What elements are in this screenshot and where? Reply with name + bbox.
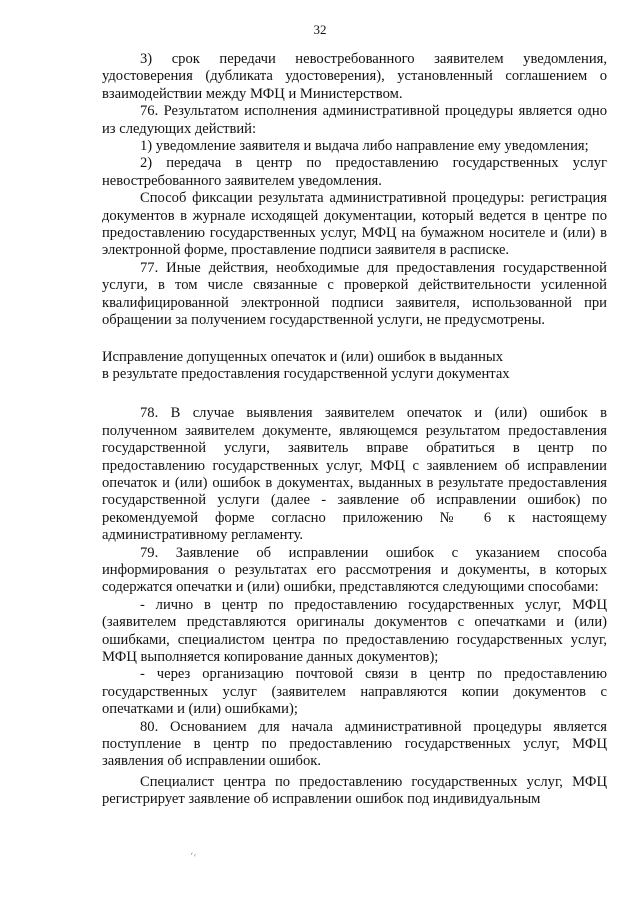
page-number: 32 [313,22,327,37]
paragraph-77: 77. Иные действия, необходимые для предоставления государственной услуги, в том числе связанные с проверкой действительности усиленной квалифицированной электронной подписи заявителя, использованной при обращении за получением государственной услуги, не предусмотрены. [102,259,607,329]
paragraph-79: 79. Заявление об исправлении ошибок с указанием способа информирования о результатах его рассмотрения и документы, в которых содержатся опечатки и (или) ошибки, представляются следующими способами: [102,544,607,596]
paragraph-76: 76. Результатом исполнения административной процедуры является одно из следующих действий: [102,103,607,137]
paragraph-fixation-method: Способ фиксации результата административной процедуры: регистрация документов в журнале исходящей документации, который ведется в центре по предоставлению государственных услуг, МФЦ на бумажном носителе и (или) в электронной форме, проставление подписи заявителя в расписке. [102,190,607,259]
paragraph-75-3: 3) срок передачи невостребованного заявителем уведомления, удостоверения (дубликата удостоверения), установленный соглашением о взаимодействии между МФЦ и Министерством. [102,51,607,102]
paragraph-specialist: Специалист центра по предоставлению государственных услуг, МФЦ регистрирует заявление об исправлении ошибок под индивидуальным [102,773,607,808]
section-heading-line-2: в результате предоставления государственной услуги документах [102,365,510,382]
paragraph-76-item-1: 1) уведомление заявителя и выдача либо направление ему уведомления; [140,138,589,155]
scan-mark: ʿʿ [185,851,198,865]
paragraph-79-by-post: - через организацию почтовой связи в центр по предоставлению государственных услуг (заявителем направляются копии документов с опечатками и (или) ошибками); [102,666,607,718]
section-heading-line-1: Исправление допущенных опечаток и (или) ошибок в выданных [102,348,503,365]
paragraph-78: 78. В случае выявления заявителем опечаток и (или) ошибок в полученном заявителем документе, являющемся результатом предоставления государственной услуги, заявитель вправе обратиться в центр по предоставлению государственных услуг, МФЦ с заявлением об исправлении опечаток и (или) ошибок в документах, выданных в результате предоставления государственной услуги (далее - заявление об исправлении ошибок) по рекомендуемой форме согласно приложению № 6 к настоящему административному регламенту. [102,405,607,544]
paragraph-80: 80. Основанием для начала административной процедуры является поступление в центр по предоставлению государственных услуг, МФЦ заявления об исправлении ошибок. [102,718,607,770]
document-body [102,51,607,809]
section-heading [102,349,607,384]
paragraph-79-in-person: - лично в центр по предоставлению государственных услуг, МФЦ (заявителем представляются оригиналы документов с опечатками и (или) ошибками, специалистом центра по предоставлению государственных услуг, МФЦ выполняется копирование данных документов); [102,596,607,665]
paragraph-76-item-2: 2) передача в центр по предоставлению государственных услуг невостребованного заявителем уведомления. [102,155,607,189]
